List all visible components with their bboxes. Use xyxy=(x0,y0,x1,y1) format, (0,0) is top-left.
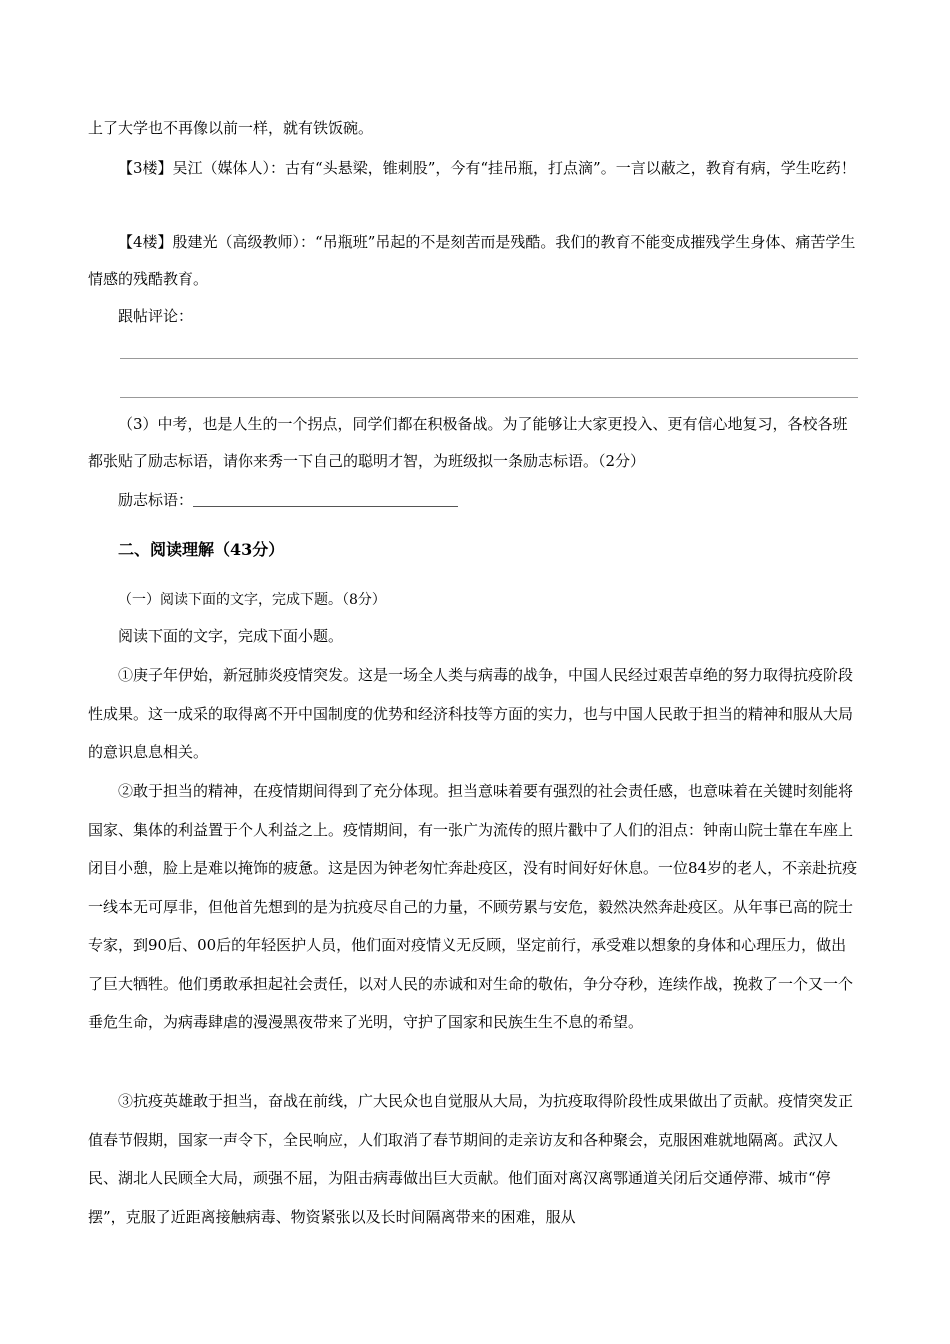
reading-instruction: 阅读下面的文字，完成下面小题。 xyxy=(118,627,344,645)
floor-4-tag: 【4楼】 xyxy=(118,233,173,251)
passage-paragraph-3: ③抗疫英雄敢于担当，奋战在前线，广大民众也自觉服从大局，为抗疫取得阶段性成果做出了贡献。疫情突发正值春节假期，国家一声令下，全民响应，人们取消了春节期间的走亲访友和各种聚会，克服困难就地隔离。武汉人民、湖北人民顾全大局，顽强不屈，为阻击病毒做出巨大贡献。他们面对离汉离鄂通道关闭后交通停滞、城市“停摆”，克服了近距离接触病毒、物资紧张以及长时间隔离带来的困难，服从 xyxy=(88,1092,854,1226)
follow-comment-label: 跟帖评论： xyxy=(118,307,194,325)
answer-line-1 xyxy=(120,358,858,359)
floor-4-text: 殷建光（高级教师）：“吊瓶班”吊起的不是刻苦而是残酷。我们的教育不能变成摧残学生身体、痛苦学生情感的残酷教育。 xyxy=(88,233,856,288)
floor-3-comment xyxy=(88,150,858,187)
slogan-blank xyxy=(193,488,458,507)
floor-4-comment xyxy=(88,224,858,298)
slogan-row xyxy=(88,482,858,519)
question-3: （3）中考，也是人生的一个拐点，同学们都在积极备战。为了能够让大家更投入、更有信心地复习，各校各班都张贴了励志标语，请你来秀一下自己的聪明才智，为班级拟一条励志标语。（2分） xyxy=(88,415,848,470)
section-2-title: 二、阅读理解（43分） xyxy=(118,540,285,559)
answer-line-2 xyxy=(120,397,858,398)
passage-paragraph-1: ①庚子年伊始，新冠肺炎疫情突发。这是一场全人类与病毒的战争，中国人民经过艰苦卓绝的努力取得抗疫阶段性成果。这一成采的取得离不开中国制度的优势和经济科技等方面的实力，也与中国人民敢于担当的精神和服从大局的意识息息相关。 xyxy=(88,666,854,761)
text-line-1: 上了大学也不再像以前一样，就有铁饭碗。 xyxy=(88,119,374,137)
slogan-label: 励志标语： xyxy=(118,491,194,509)
floor-3-tag: 【3楼】 xyxy=(118,159,173,177)
passage-paragraph-2: ②敢于担当的精神，在疫情期间得到了充分体现。担当意味着要有强烈的社会责任感，也意味着在关键时刻能将国家、集体的利益置于个人利益之上。疫情期间，有一张广为流传的照片戳中了人们的泪点：钟南山院士靠在车座上闭目小憩，脸上是难以掩饰的疲惫。这是因为钟老匆忙奔赴疫区，没有时间好好休息。一位84岁的老人，不亲赴抗疫一线本无可厚非，但他首先想到的是为抗疫尽自己的力量，不顾劳累与安危，毅然决然奔赴疫区。从年事已高的院士专家，到90后、00后的年轻医护人员，他们面对疫情义无反顾，坚定前行，承受难以想象的身体和心理压力，做出了巨大牺牲。他们勇敢承担起社会责任，以对人民的赤诚和对生命的敬佑，争分夺秒，连续作战，挽救了一个又一个垂危生命，为病毒肆虐的漫漫黑夜带来了光明，守护了国家和民族生生不息的希望。 xyxy=(88,782,858,1031)
floor-3-text: 吴江（媒体人）：古有“头悬梁，锥刺股”，今有“挂吊瓶，打点滴”。一言以蔽之，教育有病，学生吃药！ xyxy=(172,159,856,177)
section-2-subtitle: （一）阅读下面的文字，完成下题。（8分） xyxy=(118,592,386,608)
